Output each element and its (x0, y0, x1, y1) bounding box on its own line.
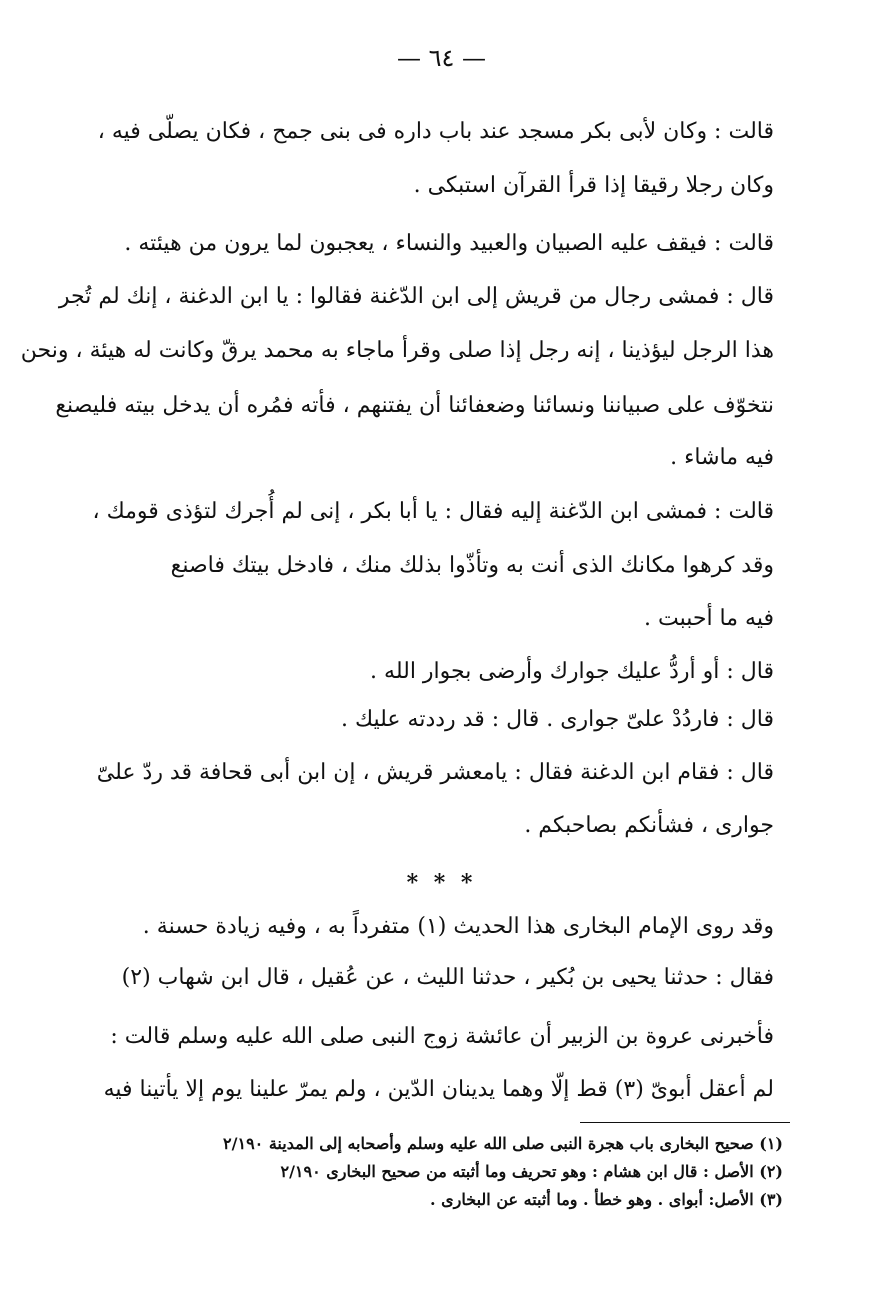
section-separator: * * * (406, 870, 477, 896)
text-line: وقد كرهوا مكانك الذى أنت به وتأذّوا بذلك منك ، فادخل بيتك فاصنع (170, 553, 774, 578)
text-line: هذا الرجل ليؤذينا ، إنه رجل إذا صلى وقرأ ماجاء به محمد يرقّ وكانت له هيئة ، ونحن (20, 338, 774, 363)
footnote: (١) صحيح البخارى باب هجرة النبى صلى الله عليه وسلم وأصحابه إلى المدينة ٢/١٩٠ (223, 1134, 783, 1153)
text-line: قال : فاردُدْ علىّ جوارى . قال : قد رددته عليك . (340, 707, 774, 732)
text-line: قالت : وكان لأبى بكر مسجد عند باب داره فى بنى جمح ، فكان يصلّى فيه ، (97, 119, 774, 144)
text-line: قال : فمشى رجال من قريش إلى ابن الدّغنة فقالوا : يا ابن الدغنة ، إنك لم تُجر (58, 284, 774, 309)
page-number: — ٦٤ — (396, 44, 487, 72)
text-line: وقد روى الإمام البخارى هذا الحديث (١) متفرداً به ، وفيه زيادة حسنة . (142, 914, 774, 939)
text-line: قال : فقام ابن الدغنة فقال : يامعشر قريش ، إن ابن أبى قحافة قد ردّ علىّ (96, 760, 774, 785)
text-line: فيه ما أحببت . (643, 606, 774, 631)
text-line: فأخبرنى عروة بن الزبير أن عائشة زوج النبى صلى الله عليه وسلم قالت : (110, 1024, 774, 1049)
footnotes (143, 1130, 783, 1214)
footnote: (٣) الأصل: أبواى . وهو خطأ . وما أثبته عن البخارى . (430, 1190, 783, 1209)
footnote-rule (580, 1122, 790, 1123)
text-line: فقال : حدثنا يحيى بن بُكير ، حدثنا الليث ، عن عُقيل ، قال ابن شهاب (٢) (121, 965, 774, 990)
text-line: لم أعقل أبوىّ (٣) قط إلّا وهما يدينان الدّين ، ولم يمرّ علينا يوم إلا يأتينا فيه (103, 1077, 774, 1102)
text-line: وكان رجلا رقيقا إذا قرأ القرآن استبكى . (413, 173, 774, 198)
text-line: قال : أو أردُّ عليك جوارك وأرضى بجوار الله . (370, 659, 774, 684)
text-line: قالت : فيقف عليه الصبيان والعبيد والنساء ، يعجبون لما يرون من هيئته . (124, 231, 774, 256)
text-line: فيه ماشاء . (670, 445, 774, 470)
text-line: جوارى ، فشأنكم بصاحبكم . (524, 813, 774, 838)
text-line: نتخوّف على صبياننا ونسائنا وضعفائنا أن يفتنهم ، فأته فمُره أن يدخل بيته فليصنع (55, 393, 774, 418)
text-line: قالت : فمشى ابن الدّغنة إليه فقال : يا أبا بكر ، إنى لم أُجرك لتؤذى قومك ، (92, 499, 774, 524)
footnote: (٢) الأصل : قال ابن هشام : وهو تحريف وما أثبته من صحيح البخارى ٢/١٩٠ (280, 1162, 783, 1181)
main-text (20, 0, 774, 1120)
